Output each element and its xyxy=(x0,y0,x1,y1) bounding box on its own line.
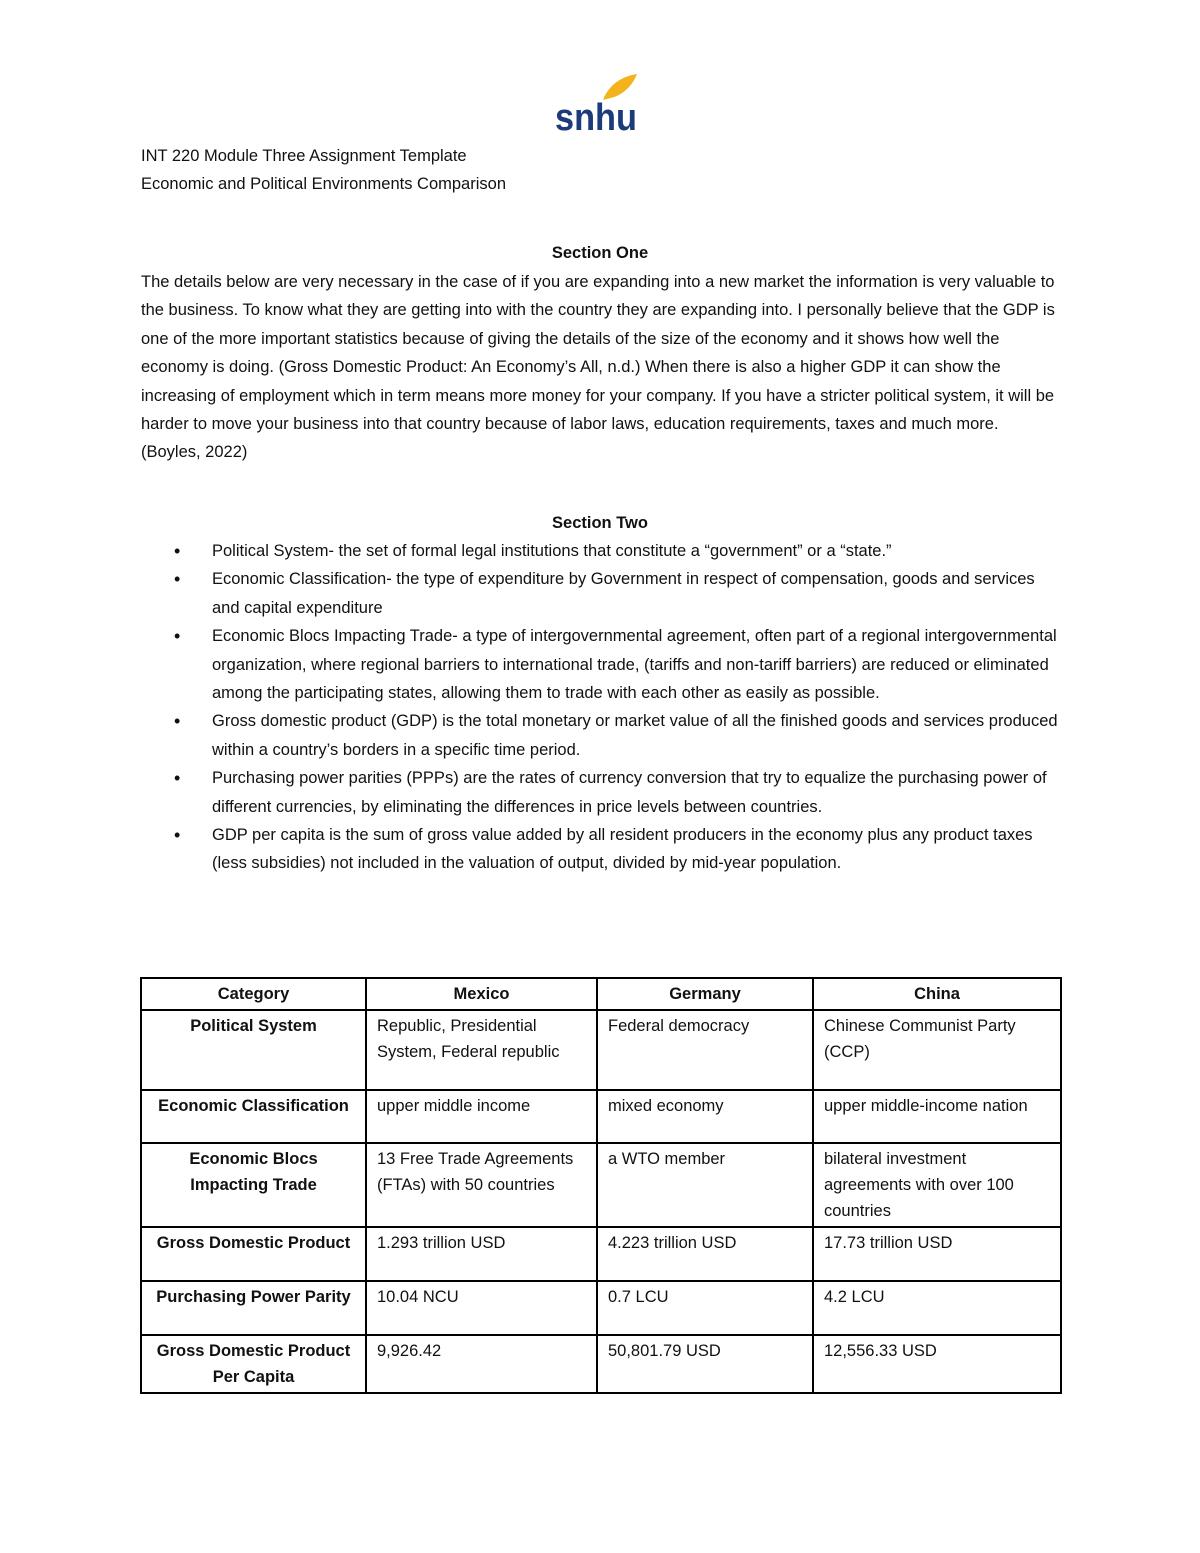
table-header-row xyxy=(141,978,1061,1010)
table-row xyxy=(141,1227,1061,1281)
header-cell: China xyxy=(813,978,1061,1010)
snhu-logo xyxy=(555,72,640,134)
table-cell: Republic, Presidential System, Federal republic xyxy=(366,1010,597,1090)
section-one-heading: Section One xyxy=(551,244,649,262)
table-row xyxy=(141,1143,1061,1227)
header-cell: Mexico xyxy=(366,978,597,1010)
table-cell: a WTO member xyxy=(597,1143,813,1227)
table-row xyxy=(141,1010,1061,1090)
category-cell: Political System xyxy=(141,1010,366,1090)
table-cell: 4.2 LCU xyxy=(813,1281,1061,1335)
table-cell: 0.7 LCU xyxy=(597,1281,813,1335)
table-cell: Federal democracy xyxy=(597,1010,813,1090)
category-cell: Gross Domestic Product Per Capita xyxy=(141,1335,366,1393)
category-cell: Economic Blocs Impacting Trade xyxy=(141,1143,366,1227)
table-cell: 13 Free Trade Agreements (FTAs) with 50 countries xyxy=(366,1143,597,1227)
category-cell: Economic Classification xyxy=(141,1090,366,1143)
assignment-subtitle: Economic and Political Environments Comparison xyxy=(141,175,506,193)
definitions-list xyxy=(141,537,1059,878)
table-cell: bilateral investment agreements with over 100 countries xyxy=(813,1143,1061,1227)
comparison-table xyxy=(140,977,1062,1394)
table-cell: 1.293 trillion USD xyxy=(366,1227,597,1281)
table-cell: 17.73 trillion USD xyxy=(813,1227,1061,1281)
header-cell: Germany xyxy=(597,978,813,1010)
header-cell: Category xyxy=(141,978,366,1010)
section-two-heading: Section Two xyxy=(552,514,648,532)
table-cell: 50,801.79 USD xyxy=(597,1335,813,1393)
table-cell: Chinese Communist Party (CCP) xyxy=(813,1010,1061,1090)
section-one-body: The details below are very necessary in the case of if you are expanding into a new market the information is very valuable to the business. To know what they are getting into with the country they are expanding into. I personally believe that the GDP is one of the more important statistics because of giving the details of the size of the economy and it shows how well the economy is doing. (Gross Domestic Product: An Economy’s All, n.d.) When there is also a higher GDP it can show the increasing of employment which in term means more money for your company. If you have a stricter political system, it will be harder to move your business into that country because of labor laws, education requirements, taxes and much more. (Boyles, 2022) xyxy=(141,273,1055,462)
table-cell: upper middle-income nation xyxy=(813,1090,1061,1143)
list-item: • Economic Blocs Impacting Trade- a type of intergovernmental agreement, often part of a regional intergovernmental organization, where regional barriers to international trade, (tariffs and non-tariff barriers) are reduced or eliminated among the participating states, allowing them to trade with each other as easily as possible. xyxy=(141,622,1059,707)
table-row xyxy=(141,1335,1061,1393)
table-cell: mixed economy xyxy=(597,1090,813,1143)
list-item: • Political System- the set of formal legal institutions that constitute a “government” or a “state.” xyxy=(141,537,1059,565)
table-cell: 4.223 trillion USD xyxy=(597,1227,813,1281)
list-item: • Economic Classification- the type of expenditure by Government in respect of compensation, goods and services and capital expenditure xyxy=(141,565,1059,622)
table-cell: upper middle income xyxy=(366,1090,597,1143)
table-cell: 12,556.33 USD xyxy=(813,1335,1061,1393)
list-item: • GDP per capita is the sum of gross value added by all resident producers in the economy plus any product taxes (less subsidies) not included in the valuation of output, divided by mid-year population. xyxy=(141,821,1059,878)
table-row xyxy=(141,1281,1061,1335)
list-item: • Purchasing power parities (PPPs) are the rates of currency conversion that try to equalize the purchasing power of different currencies, by eliminating the differences in price levels between countries. xyxy=(141,764,1059,821)
table-cell: 9,926.42 xyxy=(366,1335,597,1393)
category-cell: Gross Domestic Product xyxy=(141,1227,366,1281)
category-cell: Purchasing Power Parity xyxy=(141,1281,366,1335)
table-row xyxy=(141,1090,1061,1143)
svg-text:snhu: snhu xyxy=(555,97,637,134)
table-cell: 10.04 NCU xyxy=(366,1281,597,1335)
list-item: • Gross domestic product (GDP) is the total monetary or market value of all the finished goods and services produced within a country’s borders in a specific time period. xyxy=(141,707,1059,764)
assignment-title: INT 220 Module Three Assignment Template xyxy=(141,147,467,165)
